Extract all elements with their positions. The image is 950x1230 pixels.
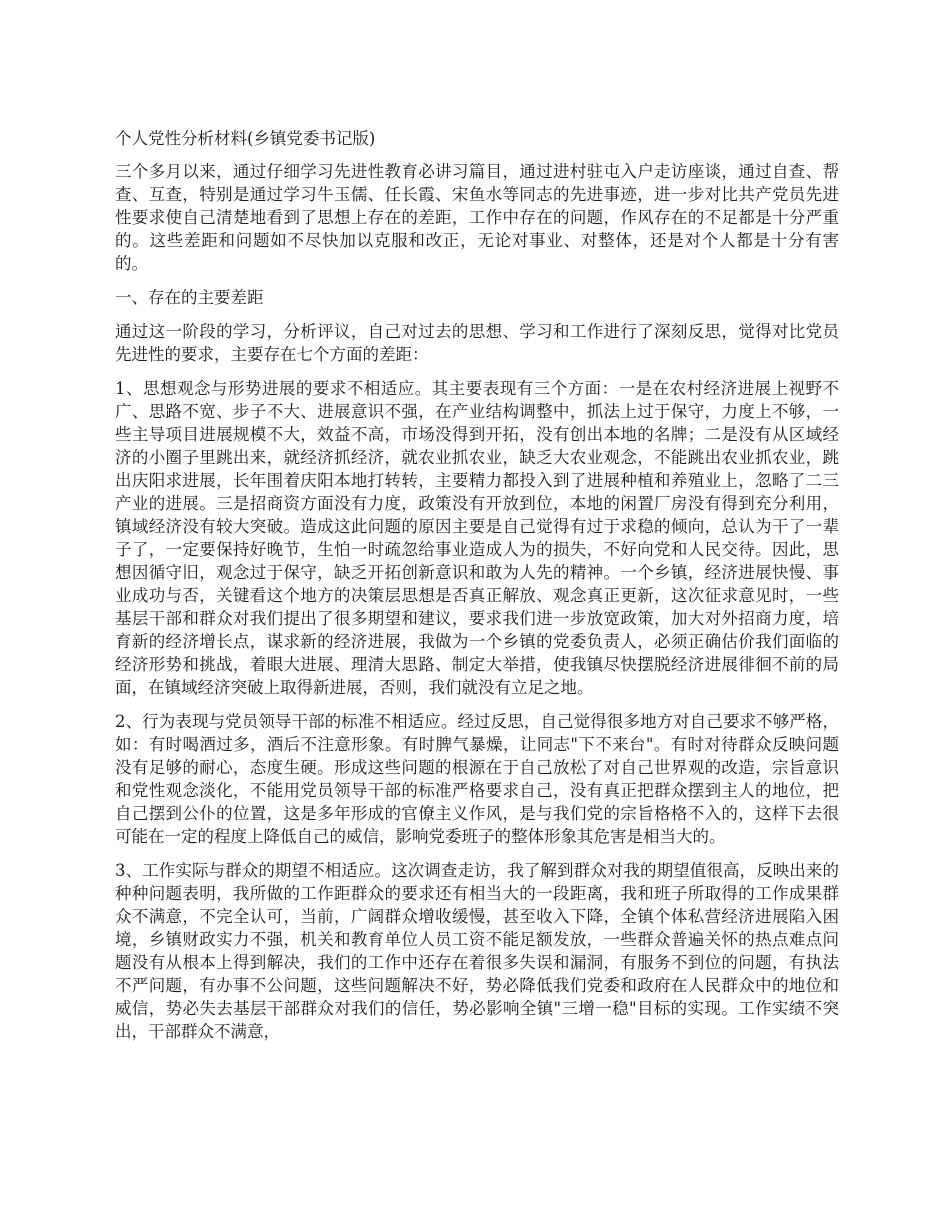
intro-paragraph: 三个多月以来，通过仔细学习先进性教育必讲习篇目，通过进村驻屯入户走访座谈，通过自查、帮查、互查，特别是通过学习牛玉儒、任长霞、宋鱼水等同志的先进事迹，进一步对比共产党员先进性要求使自己清楚地看到了思想上存在的差距，工作中存在的问题，作风存在的不足都是十分严重的。这些差距和问题如不尽快加以克服和改正，无论对事业、对整体，还是对个人都是十分有害的。 <box>115 162 839 273</box>
section-intro-paragraph: 通过这一阶段的学习，分析评议，自己对过去的思想、学习和工作进行了深刻反思，觉得对比党员先进性的要求，主要存在七个方面的差距： <box>115 322 839 364</box>
document-title: 个人党性分析材料(乡镇党委书记版) <box>115 129 376 148</box>
gap-item-2-paragraph: 2、行为表现与党员领导干部的标准不相适应。经过反思，自己觉得很多地方对自己要求不够严格，如：有时喝酒过多，酒后不注意形象。有时脾气暴燥，让同志"下不来台"。有时对待群众反映问题没有足够的耐心，态度生硬。形成这些问题的根源在于自己放松了对自己世界观的改造，宗旨意识和党性观念淡化，不能用党员领导干部的标准严格要求自己，没有真正把群众摆到主人的地位，把自己摆到公仆的位置，这是多年形成的官僚主义作风，是与我们党的宗旨格格不入的，这样下去很可能在一定的程度上降低自己的威信，影响党委班子的整体形象其危害是相当大的。 <box>115 712 839 846</box>
gap-item-3-paragraph: 3、工作实际与群众的期望不相适应。这次调查走访，我了解到群众对我的期望值很高，反映出来的种种问题表明，我所做的工作距群众的要求还有相当大的一段距离，我和班子所取得的工作成果群众不满意，不完全认可，当前，广阔群众增收缓慢，甚至收入下降，全镇个体私营经济进展陷入困境，乡镇财政实力不强，机关和教育单位人员工资不能足额发放，一些群众普遍关怀的热点难点问题没有从根本上得到解决，我们的工作中还存在着很多失误和漏洞，有服务不到位的问题，有执法不严问题，有办事不公问题，这些问题解决不好，势必降低我们党委和政府在人民群众中的地位和威信，势必失去基层干部群众对我们的信任，势必影响全镇"三增一稳"目标的实现。工作实绩不突出，干部群众不满意， <box>115 861 839 1041</box>
document-body <box>115 127 839 1054</box>
gap-item-1-paragraph: 1、思想观念与形势进展的要求不相适应。其主要表现有三个方面：一是在农村经济进展上视野不广、思路不宽、步子不大、进展意识不强，在产业结构调整中，抓法上过于保守，力度上不够，一些主导项目进展规模不大，效益不高，市场没得到开拓，没有创出本地的名牌；二是没有从区域经济的小圈子里跳出来，就经济抓经济，就农业抓农业，缺乏大农业观念，不能跳出农业抓农业，跳出庆阳求进展，长年围着庆阳本地打转转，主要精力都投入到了进展种植和养殖业上，忽略了二三产业的进展。三是招商资方面没有力度，政策没有开放到位，本地的闲置厂房没有得到充分利用，镇域经济没有较大突破。造成这此问题的原因主要是自己觉得有过于求稳的倾向，总认为干了一辈子了，一定要保持好晚节，生怕一时疏忽给事业造成人为的损失，不好向党和人民交待。因此，思想因循守旧，观念过于保守，缺乏开拓创新意识和敢为人先的精神。一个乡镇，经济进展快慢、事业成功与否，关键看这个地方的决策层思想是否真正解放、观念真正更新，这次征求意见时，一些基层干部和群众对我们提出了很多期望和建议，要求我们进一步放宽政策，加大对外招商力度，培育新的经济增长点，谋求新的经济进展，我做为一个乡镇的党委负责人，必须正确估价我们面临的经济形势和挑战，着眼大进展、理清大思路、制定大举措，使我镇尽快摆脱经济进展徘徊不前的局面，在镇域经济突破上取得新进展，否则，我们就没有立足之地。 <box>115 379 839 697</box>
section-heading-main-gaps: 一、存在的主要差距 <box>115 288 264 307</box>
